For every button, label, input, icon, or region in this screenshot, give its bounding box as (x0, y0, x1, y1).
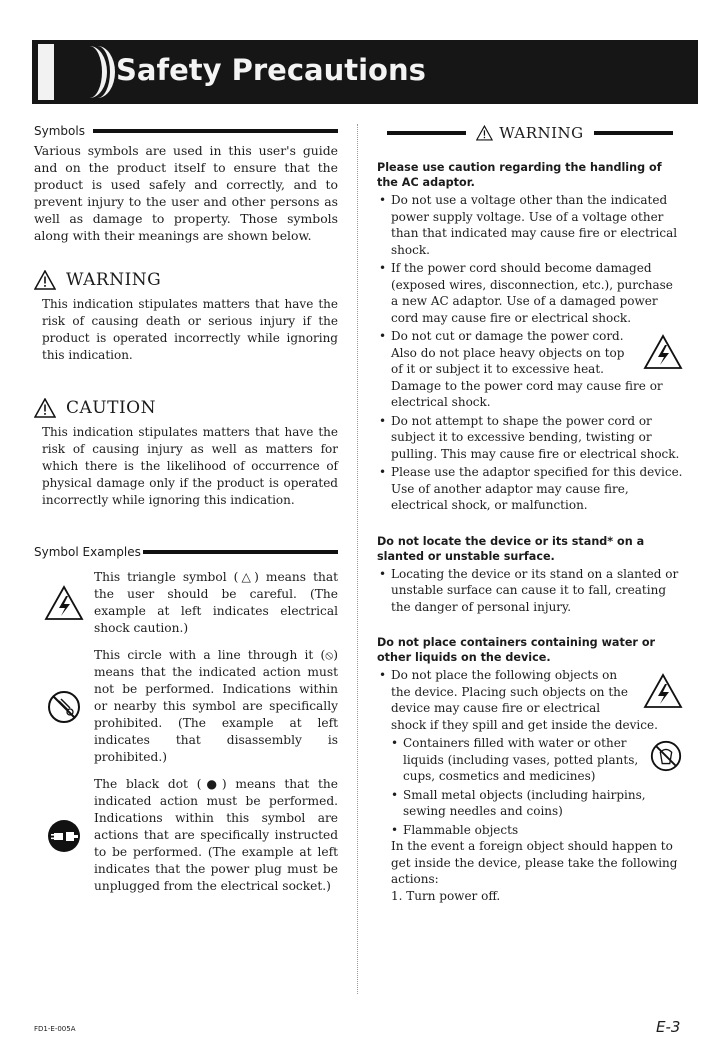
warning-definition-text: This indication stipulates matters that have the risk of causing death or serious injury if the product is operated incorrectly while ignoring this indication. (42, 297, 338, 362)
containers-subitem-2: • Small metal objects (including hairpins, sewing needles and coins) (389, 787, 683, 820)
bracket-ornament (38, 44, 54, 100)
page-number: E-3 (656, 1018, 681, 1036)
symbols-paragraph: Various symbols are used in this user's guide and on the product itself to ensure that the product is used safely and correctly, and to prevent injury to the user and other persons as well as damage to property. Those symbols along with their meanings are shown below. (34, 143, 338, 243)
adaptor-item-3: • Do not cut or damage the power cord. Also do not place heavy objects on top of it or subject it to excessive heat. Damage to the power cord may cause fire or electrical shock. (377, 328, 683, 411)
right-column (377, 124, 683, 904)
warning-triangle-icon (476, 124, 493, 142)
adaptor-item-2: • If the power cord should become damaged (exposed wires, disconnection, etc.), purchase a new AC adaptor. Use of a damaged power cord may cause fire or electrical shock. (377, 260, 683, 326)
unplug-icon (46, 818, 82, 854)
warning-triangle-icon (34, 270, 56, 290)
example-mandatory-text: The black dot (●) means that the indicated action must be performed. Indications within this symbol are actions that are specifically instructed to be performed. (The example at left indicates that the power plug must be unplugged from the electrical socket.) (94, 777, 338, 893)
caution-definition-heading: CAUTION (34, 398, 338, 418)
caution-definition-text: This indication stipulates matters that have the risk of causing injury as well as matters for which there is the likelihood of occurrence of physical damage only if the product is operated incorrectly while ignoring this indication. (42, 425, 338, 507)
example-triangle (34, 569, 338, 637)
electric-shock-triangle-icon (643, 673, 683, 709)
example-prohibited-text: This circle with a line through it (⦸) means that the indicated action must not be performed. Indications within or nearby this symbol are specifically prohibited. (The example at left indicates that disassembly is prohibited.) (94, 648, 338, 764)
adaptor-item-5: • Please use the adaptor specified for this device. Use of another adaptor may cause fire, electrical shock, or malfunction. (377, 464, 683, 514)
electric-shock-triangle-icon (44, 585, 84, 621)
no-liquids-icon (649, 739, 683, 773)
symbol-examples-heading: Symbol Examples (34, 545, 338, 559)
page-title: Safety Precautions (116, 53, 426, 87)
containers-subitem-3: • Flammable objects (389, 822, 683, 839)
no-disassembly-icon (46, 689, 82, 725)
adaptor-item-4: • Do not attempt to shape the power cord or subject it to excessive bending, twisting or pulling. This may cause fire or electrical shock. (377, 413, 683, 463)
containers-item: • Do not place the following objects on the device. Placing such objects on the device may cause fire or electrical shock if they spill and get inside the device. (377, 667, 683, 733)
adaptor-heading: Please use caution regarding the handling of the AC adaptor. (377, 161, 662, 189)
example-prohibited (34, 647, 338, 766)
stand-heading: Do not locate the device or its stand* on a slanted or unstable surface. (377, 534, 645, 563)
symbols-heading: Symbols (34, 124, 338, 138)
caution-triangle-icon (34, 398, 56, 418)
adaptor-item-1: • Do not use a voltage other than the indicated power supply voltage. Use of a voltage other than that indicated may cause fire or electrical shock. (377, 192, 683, 258)
parenthesis-ornament (72, 46, 107, 98)
example-mandatory (34, 776, 338, 895)
containers-subitem-1: • Containers filled with water or other liquids (including vases, potted plants, cups, cosmetics and medicines) (389, 735, 683, 785)
left-column (34, 124, 338, 895)
example-triangle-text: This triangle symbol (△) means that the user should be careful. (The example at left indicates electrical shock caution.) (94, 570, 338, 635)
warning-section-heading: WARNING (377, 124, 683, 142)
document-code: FD1-E-005A (34, 1025, 76, 1033)
electric-shock-triangle-icon (643, 334, 683, 370)
column-divider (357, 124, 358, 994)
warning-definition-heading: WARNING (34, 270, 338, 290)
containers-heading: Do not place containers containing water or other liquids on the device. (377, 636, 656, 664)
foreign-object-text: In the event a foreign object should happen to get inside the device, please take the following actions: (391, 839, 678, 886)
stand-item-1: • Locating the device or its stand on a slanted or unstable surface can cause it to fall, creating the danger of personal injury. (377, 566, 683, 616)
title-banner (32, 40, 698, 104)
step-1: 1. Turn power off. (391, 888, 501, 903)
